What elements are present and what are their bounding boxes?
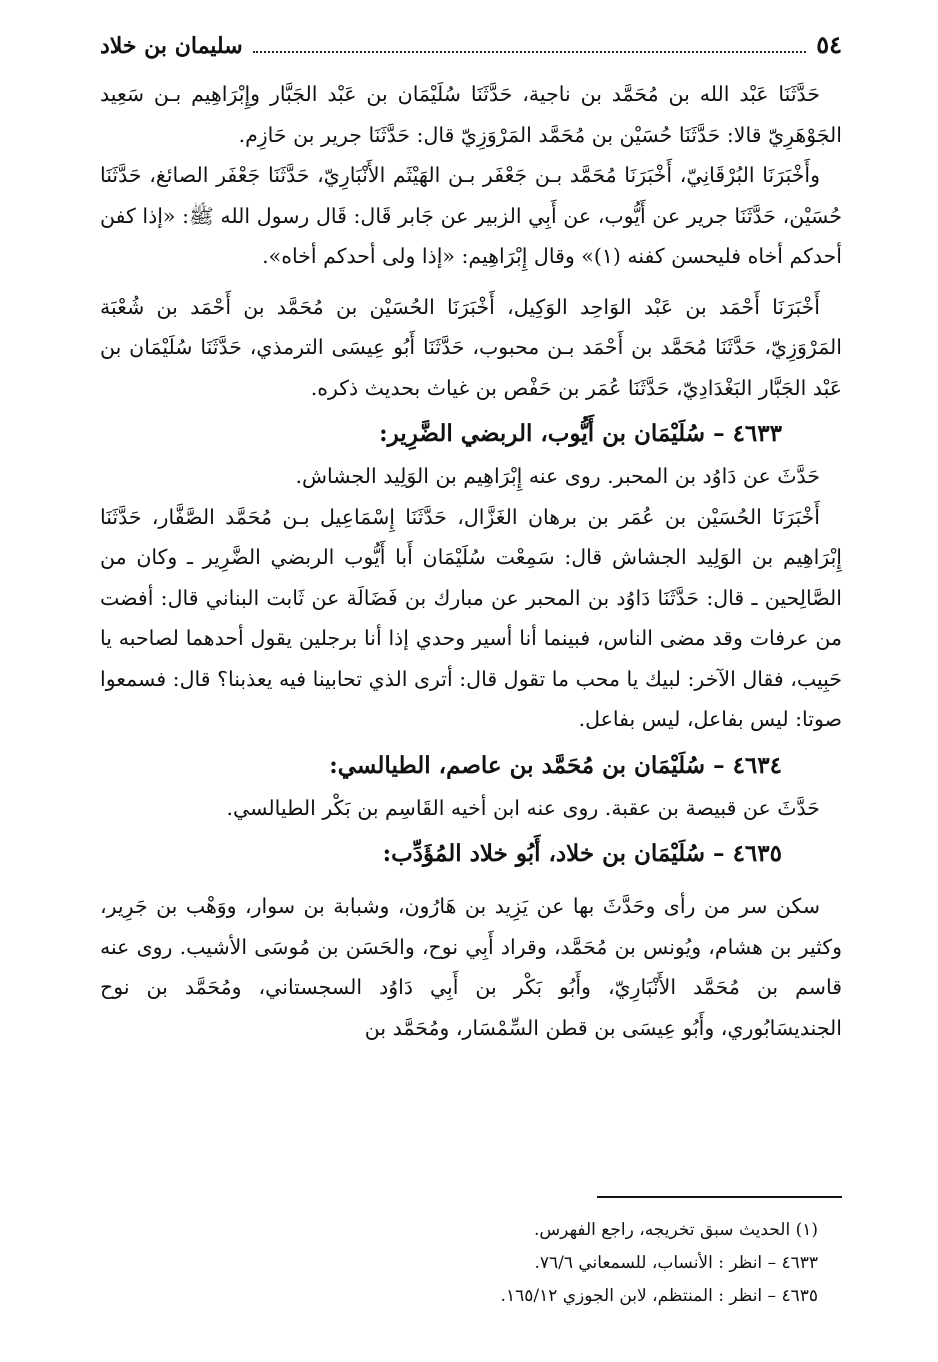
footnote-separator (597, 1196, 842, 1198)
page-header (100, 30, 842, 74)
paragraph: أَخْبَرَنَا الحُسَيْن بن عُمَر بن برهان الغَزَّال، حَدَّثَنَا إِسْمَاعِيل بـن مُحَمَّد الصَّفَّار، حَدَّثَنَا إِبْرَاهِيم بن الوَلِيد الجشاش قال: سَمِعْت سُلَيْمَان أَبا أَيُّوب الربضي الضَّرِير ـ وكان من الصَّالِحين ـ قال: حَدَّثَنَا دَاوُد بن المحبر عن مبارك بن فَضَالَة عن ثَابت البناني قال: أفضت من عرفات وقد مضى الناس، فبينما أنا أسير وحدي إذا أنا برجلين يقول أحدهما لصاحبه يا حَبِيب، فقال الآخر: لبيك يا محب ما تقول قال: أترى الذي تحابينا فيه يعذبنا؟ قال: فسمعوا صوتا: ليس بفاعل، ليس بفاعل. (100, 504, 842, 731)
running-title: سليمان بن خلاد (100, 33, 243, 59)
entry-heading-4634: ٤٦٣٤ – سُلَيْمَان بن مُحَمَّد بن عاصم، الطيالسي: (329, 751, 782, 779)
footnote: ٤٦٣٥ – انظر : المنتظم، لابن الجوزي ١٦٥/١٢. (500, 1286, 818, 1306)
entry-heading-4633: ٤٦٣٣ – سُلَيْمَان بن أَيُّوب، الربضي الضَّرِير: (379, 420, 782, 447)
header-leader-dots (253, 51, 807, 53)
page-number: ٥٤ (816, 30, 842, 59)
paragraph: سكن سر من رأى وحَدَّثَ بها عن يَزِيد بن هَارُون، وشبابة بن سوار، ووَهْب بن جَرِير، وكثير بن هشام، ويُونس بن مُحَمَّد، وقراد أَبِي نوح، والحَسَن بن مُوسَى الأشيب. روى عنه قاسم بن مُحَمَّد الأَنْبَارِيّ، وأَبُو بَكْر بن أَبِي دَاوُد السجستاني، ومُحَمَّد بن نوح الجنديسَابُوري، وأَبُو عِيسَى بن قطن السِّمْسَار، ومُحَمَّد بن (100, 894, 842, 1040)
footnote: (١) الحديث سبق تخريجه، راجع الفهرس. (534, 1220, 818, 1240)
footnote: ٤٦٣٣ – انظر : الأنساب، للسمعاني ٧٦/٦. (534, 1253, 818, 1273)
paragraph: حَدَّثَ عن قبيصة بن عقبة. روى عنه ابن أخيه القَاسِم بن بَكْر الطيالسي. (226, 795, 820, 820)
footnotes (100, 1214, 842, 1313)
paragraph: أَخْبَرَنَا أَحْمَد بن عَبْد الوَاحِد الوَكِيل، أَخْبَرَنَا الحُسَيْن بن مُحَمَّد بن أَحْمَد بن شُعْبَة المَرْوَزِيّ، حَدَّثَنَا مُحَمَّد بن أَحْمَد بـن محبوب، حَدَّثَنَا أَبُو عِيسَى الترمذي، حَدَّثَنَا سُلَيْمَان بن عَبْد الجَبَّار البَغْدَادِيّ، حَدَّثَنَا عُمَر بن حَفْص بن غياث بحديث ذكره. (100, 294, 842, 400)
paragraph: وأَخْبَرَنَا البُرْقَانِيّ، أَخْبَرَنَا مُحَمَّد بـن جَعْفَر بـن الهَيْثَم الأَنْبَارِيّ، حَدَّثَنَا جَعْفَر الصائغ، حَدَّثَنَا حُسَيْن، حَدَّثَنَا جرير عن أَيُّوب، عن أَبِي الزبير عن جَابر قَال: قَال رسول الله ﷺ: «إذا كفن أحدكم أخاه فليحسن كفنه (١)» وقال إِبْرَاهِيم: «إذا ولى أحدكم أخاه». (100, 163, 842, 268)
paragraph: حَدَّثَنَا عَبْد الله بن مُحَمَّد بن ناجية، حَدَّثَنَا سُلَيْمَان بن عَبْد الجَبَّار وإِبْرَاهِيم بـن سَعِيد الجَوْهَرِيّ قالا: حَدَّثَنَا حُسَيْن بن مُحَمَّد المَرْوَزِيّ قال: حَدَّثَنَا جرير بن حَازِم. (100, 82, 842, 147)
paragraph: حَدَّثَ عن دَاوُد بن المحبر. روى عنه إِبْرَاهِيم بن الوَلِيد الجشاش. (295, 464, 820, 488)
entry-heading-4635: ٤٦٣٥ – سُلَيْمَان بن خلاد، أَبُو خلاد المُؤَدِّب: (382, 840, 782, 867)
main-text (100, 74, 842, 1048)
